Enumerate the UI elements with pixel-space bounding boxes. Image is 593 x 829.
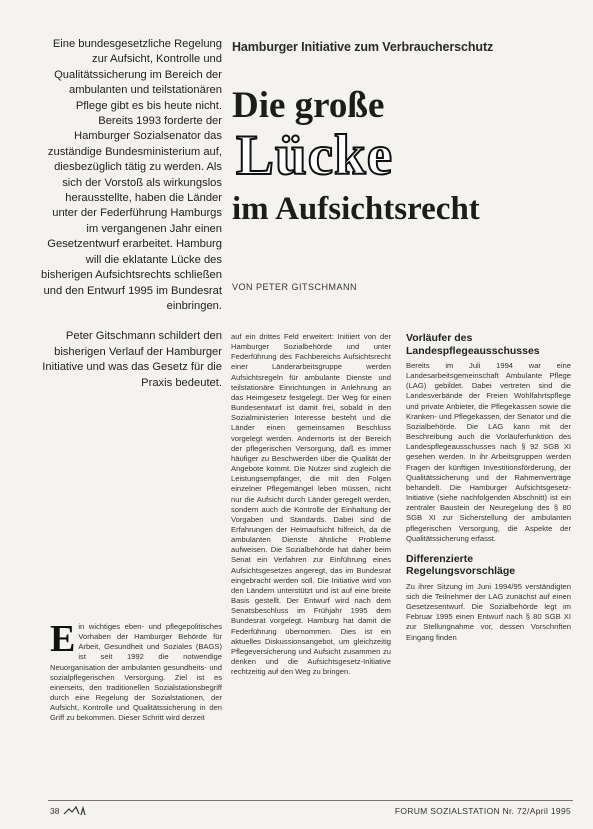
byline: VON PETER GITSCHMANN xyxy=(232,282,358,292)
title-line-1: Die große xyxy=(232,85,385,126)
subheading-1: Vorläufer des Landespflegeausschusses xyxy=(406,332,540,357)
article-title xyxy=(232,86,572,228)
body-column-1 xyxy=(50,618,222,724)
subheading-2: Differenzierte Regelungsvorschläge xyxy=(406,552,516,578)
journal-logo-icon xyxy=(63,806,87,816)
body-column-1-text: in wichtiges eben- und pflegepolitisches Vorhaben der Hamburger Behörde für Arbeit, Gesundheit und Soziales (BAGS) ist seit 1992 die notwendige Neuorganisation der ambulanten gesundheits- und sozialpflegerischen Versorgung. Ziel ist es einerseits, den traditionellen Sozialstationsbegriff durch eine Regelung der Sozialstationen, der Aufsicht, Kontrolle und Qualitätssicherung in den Griff zu bekommen. Dieser Schritt wird derzeit xyxy=(50,622,222,723)
page-folio xyxy=(50,806,87,816)
drop-cap: E xyxy=(50,618,76,660)
title-line-2: Lücke xyxy=(236,124,394,187)
page-number: 38 xyxy=(50,806,60,816)
teaser-text: Eine bundesgesetzliche Regelung zur Aufsicht, Kontrolle und Qualitätssicherung im Bereich der ambulanten und teilstationären Pflege gibt es bis heute nicht. Bereits 1993 forderte der Hamburger Sozialsenator das zuständige Bundesministerium auf, diesbezüglich tätig zu werden. Als sich der Vorstoß als wirkungslos herausstellte, haben die Länder unter der Federführung Hamburgs im vergangenen Jahr einen Gesetzentwurf erarbeitet. Hamburg will die eklatante Lücke des bisherigen Aufsichtsrechts schließen und den Entwurf 1995 im Bundesrat einbringen. xyxy=(41,38,222,312)
body-column-3-text-1: Bereits im Juli 1994 war eine Landesarbeitsgemeinschaft Ambulante Pflege (LAG) gebildet. Dabei vertreten sind die Landesverbände der Freien Wohlfahrtspflege und private Anbieter, die Pflegekassen sowie die Kranken- und Pflegekassen, der Senator und die Sozialbehörde. Die LAG kann mit der Beschreibung auch die Vorläuferfunktion des Landespflegeausschusses nach § 92 SGB XI gesehen werden. In ihr Arbeitsgruppen werden Fragen der künftigen Investitionsförderung, der Qualitätssicherung und der Rahmenverträge behandelt. Die Hamburger Aufsichtsgesetz-Initiative (siehe nachfolgenden Abschnitt) ist ein zentraler Baustein der Neuregelung des § 80 SGB XI zur Sicherstellung der ambulanten pflegerischen Versorgung, die Aspekte der Qualitätssicherung erfasst. xyxy=(406,361,571,543)
journal-reference: FORUM SOZIALSTATION Nr. 72/April 1995 xyxy=(394,806,571,816)
article-kicker: Hamburger Initiative zum Verbraucherschutz xyxy=(232,40,494,54)
body-column-2 xyxy=(231,332,391,677)
body-column-3-text-2: Zu ihrer Sitzung im Juni 1994/95 verständigten sich die Teilnehmer der LAG zunächst auf einen Gesetzesentwurf. Die Sozialbehörde legt im Februar 1995 einen Entwurf nach § 80 SGB XI zur Stellungnahme vor, dessen Vorschriften Eingang finden xyxy=(406,581,571,642)
title-line-3: im Aufsichtsrecht xyxy=(232,191,480,227)
teaser-column xyxy=(40,37,222,391)
body-column-3 xyxy=(406,332,571,643)
teaser-author-text: Peter Gitschmann schildert den bisherigen Verlauf der Hamburger Initiative und was das Gesetz für die Praxis bedeutet. xyxy=(42,330,222,389)
footer-rule xyxy=(48,800,573,801)
body-column-2-text: auf ein drittes Feld erweitert: Initiiert von der Hamburger Sozialbehörde und unter Federführung des Fachbereichs Aufsichtsrecht einer Länderarbeitsgruppe werden Aufsichtsregeln für ambulante Dienste und teilstationäre Einrichtungen in Anlehnung an das Heimgesetz festgelegt. Der Weg für einen Bundesentwurf ist damit frei, sobald in den Sozialministerien Interesse besteht und die Länder einen gemeinsamen Beschluss vorgelegt werden. Andernorts ist der Bereich der pflegerischen Versorgung, daß es immer häufiger zu Beschwerden über die Qualität der Angebote kommt. Die Nutzer sind zugleich die Leistungsempfänger, die mit den Folgen einzelner Pflegemängel leben müssen, nicht nur die Aufsicht durch Länder geregelt werden, sondern auch die Kontrolle der Einhaltung der Vorgaben und Standards. Dabei sind die Erfahrungen der Heimaufsicht hilfreich, da die ambulanten Dienste ähnliche Probleme aufweisen. Die Sozialbehörde hat daher beim Senat ein Verfahren zur Einführung eines Aufsichtsgesetzes angeregt, das im Bundesrat eingebracht werden soll. Die Initiative wird von den Ländern unterstützt und ist auf eine breite Basis gestellt. Der Entwurf wird nach dem Senatsbeschluss im Frühjahr 1995 dem Bundesrat vorgelegt. Hamburg hat damit die Federführung übernommen. Dies ist ein aktuelles Diskussionsangebot, um gleichzeitig Pflegeversicherung und Aufsicht zusammen zu denken und die Aufsichtsgesetz-Initiative rechtzeitig auf den Weg zu bringen. xyxy=(231,332,391,677)
